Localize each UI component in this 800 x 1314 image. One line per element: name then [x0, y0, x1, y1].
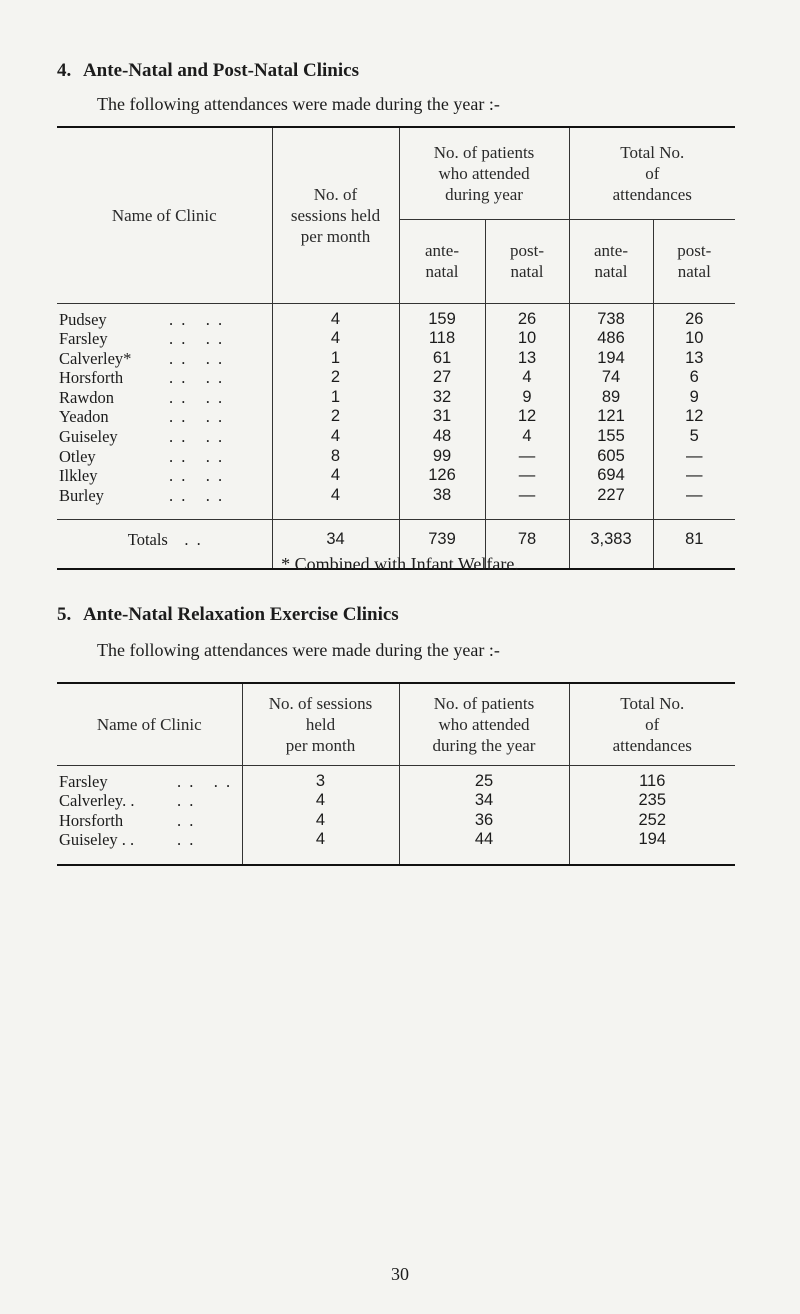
relaxation-clinic-table — [57, 682, 735, 866]
section-4-heading — [57, 60, 359, 82]
patients-cell: 36 — [399, 811, 569, 831]
header-row-top — [57, 127, 735, 219]
header-line: Total No. — [620, 693, 685, 713]
header-line: who attended — [438, 163, 530, 183]
header-total — [569, 127, 735, 219]
sessions-cell: 4 — [242, 811, 399, 831]
total-post-cell: 10 — [653, 329, 735, 349]
patients-ante-cell: 38 — [399, 486, 485, 520]
patients-post-cell: 12 — [485, 407, 569, 427]
table-row — [57, 466, 735, 486]
sessions-cell: 4 — [272, 303, 399, 329]
table-row — [57, 368, 735, 388]
sessions-cell: 2 — [272, 368, 399, 388]
header-line: per month — [300, 226, 371, 246]
section-number: 4. — [57, 60, 72, 81]
sessions-cell: 4 — [272, 486, 399, 520]
total-ante-cell: 738 — [569, 303, 653, 329]
patients-ante-cell: 126 — [399, 466, 485, 486]
patients-ante-cell: 27 — [399, 368, 485, 388]
clinic-name: Yeadon — [59, 407, 109, 427]
leader-dots: . . — [177, 810, 196, 830]
patients-post-cell: 9 — [485, 388, 569, 408]
totals-total-post: 81 — [653, 520, 735, 569]
header-row — [57, 683, 735, 765]
header-line: ante- — [425, 241, 459, 260]
table-row — [57, 765, 735, 791]
patients-post-cell: — — [485, 447, 569, 467]
header-line: natal — [677, 262, 711, 281]
section-5-intro: The following attendances were made during the year :- — [97, 640, 500, 660]
total-post-cell: — — [653, 486, 735, 520]
patients-ante-cell: 32 — [399, 388, 485, 408]
table-row — [57, 486, 735, 520]
sessions-cell: 4 — [272, 329, 399, 349]
patients-post-cell: 13 — [485, 349, 569, 369]
header-total — [569, 683, 735, 765]
leader-dots: . . . . — [169, 407, 225, 427]
clinic-name: Calverley. . — [59, 791, 135, 811]
header-patients-post — [485, 219, 569, 303]
clinic-name: Guiseley — [59, 427, 118, 447]
header-line: Total No. — [620, 142, 685, 162]
leader-dots: . . . . — [177, 771, 233, 791]
total-cell: 194 — [569, 830, 735, 865]
total-post-cell: — — [653, 466, 735, 486]
table-row — [57, 349, 735, 369]
totals-text: Totals — [127, 530, 168, 550]
clinic-name: Farsley — [59, 771, 108, 791]
header-line: attendances — [612, 184, 692, 204]
section-number: 5. — [57, 604, 72, 625]
sessions-cell: 1 — [272, 349, 399, 369]
table-row — [57, 447, 735, 467]
section-title: Ante-Natal Relaxation Exercise Clinics — [82, 604, 399, 625]
total-ante-cell: 486 — [569, 329, 653, 349]
clinic-name-cell — [57, 466, 272, 486]
patients-ante-cell: 31 — [399, 407, 485, 427]
leader-dots: . . . . — [169, 466, 225, 486]
total-cell: 116 — [569, 765, 735, 791]
header-line: natal — [594, 262, 628, 281]
clinic-name-cell — [57, 329, 272, 349]
table-row — [57, 388, 735, 408]
header-line: post- — [677, 241, 712, 260]
header-patients — [399, 683, 569, 765]
header-label: Name of Clinic — [96, 714, 202, 734]
header-name-of-clinic — [57, 683, 242, 765]
total-post-cell: 13 — [653, 349, 735, 369]
clinic-name: Pudsey — [59, 309, 107, 329]
table-row — [57, 830, 735, 865]
clinic-name-cell — [57, 486, 272, 520]
header-line: per month — [285, 735, 356, 755]
header-line: No. of — [313, 184, 358, 204]
clinic-name-cell — [57, 303, 272, 329]
leader-dots: . . . . — [169, 309, 225, 329]
section-5-heading — [57, 604, 399, 626]
clinic-name: Burley — [59, 485, 104, 505]
header-line: No. of patients — [433, 142, 535, 162]
patients-ante-cell: 48 — [399, 427, 485, 447]
header-line: of — [645, 714, 660, 734]
patients-post-cell: — — [485, 466, 569, 486]
patients-ante-cell: 159 — [399, 303, 485, 329]
clinic-name: Calverley* — [59, 348, 132, 368]
patients-post-cell: 26 — [485, 303, 569, 329]
total-post-cell: 5 — [653, 427, 735, 447]
table-body — [57, 303, 735, 520]
patients-cell: 44 — [399, 830, 569, 865]
header-line: No. of sessions — [268, 693, 373, 713]
clinic-name-cell — [57, 765, 242, 791]
total-ante-cell: 89 — [569, 388, 653, 408]
leader-dots: . . . . — [169, 427, 225, 447]
header-label: Name of Clinic — [111, 205, 217, 225]
patients-post-cell: 4 — [485, 427, 569, 447]
clinic-name-cell — [57, 388, 272, 408]
clinic-name: Ilkley — [59, 466, 98, 486]
patients-cell: 34 — [399, 791, 569, 811]
leader-dots: . . — [177, 830, 196, 850]
sessions-cell: 4 — [242, 791, 399, 811]
totals-sessions: 34 — [272, 520, 399, 569]
clinic-name: Horsforth — [59, 368, 124, 388]
clinic-name: Guiseley . . — [59, 830, 135, 850]
total-post-cell: 6 — [653, 368, 735, 388]
sessions-cell: 1 — [272, 388, 399, 408]
totals-patients-ante: 739 — [399, 520, 485, 569]
clinic-name-cell — [57, 368, 272, 388]
leader-dots: . . . . — [169, 348, 225, 368]
header-line: of — [645, 163, 660, 183]
header-line: during the year — [432, 735, 536, 755]
clinic-name: Otley — [59, 446, 96, 466]
leader-dots: . . . . — [169, 329, 225, 349]
clinic-name: Farsley — [59, 329, 108, 349]
clinic-name-cell — [57, 349, 272, 369]
patients-post-cell: 4 — [485, 368, 569, 388]
sessions-cell: 8 — [272, 447, 399, 467]
sessions-cell: 3 — [242, 765, 399, 791]
footnote: * Combined with Infant Welfare. — [281, 554, 519, 574]
total-post-cell: 26 — [653, 303, 735, 329]
patients-ante-cell: 99 — [399, 447, 485, 467]
clinic-name: Rawdon — [59, 387, 114, 407]
section-title: Ante-Natal and Post-Natal Clinics — [82, 60, 359, 81]
total-cell: 252 — [569, 811, 735, 831]
header-line: ante- — [594, 241, 628, 260]
header-line: sessions held — [290, 205, 381, 225]
total-ante-cell: 694 — [569, 466, 653, 486]
clinic-name-cell — [57, 791, 242, 811]
header-line: held — [305, 714, 336, 734]
header-patients — [399, 127, 569, 219]
leader-dots: . . . . — [169, 368, 225, 388]
header-total-post — [653, 219, 735, 303]
table-body — [57, 765, 735, 865]
totals-total-ante: 3,383 — [569, 520, 653, 569]
clinic-name-cell — [57, 447, 272, 467]
header-line: natal — [425, 262, 459, 281]
leader-dots: . . . . — [169, 387, 225, 407]
leader-dots: . . . . — [169, 485, 225, 505]
clinic-name-cell — [57, 830, 242, 865]
header-line: No. of patients — [433, 693, 535, 713]
table-row — [57, 427, 735, 447]
patients-post-cell: 10 — [485, 329, 569, 349]
sessions-cell: 4 — [242, 830, 399, 865]
patients-post-cell: — — [485, 486, 569, 520]
header-line: post- — [510, 241, 544, 260]
table-row — [57, 329, 735, 349]
total-post-cell: — — [653, 447, 735, 467]
header-total-ante — [569, 219, 653, 303]
total-ante-cell: 74 — [569, 368, 653, 388]
table-row — [57, 791, 735, 811]
total-ante-cell: 227 — [569, 486, 653, 520]
header-line: during year — [445, 184, 523, 204]
total-ante-cell: 605 — [569, 447, 653, 467]
clinic-attendance-table — [57, 126, 735, 570]
total-ante-cell: 121 — [569, 407, 653, 427]
sessions-cell: 2 — [272, 407, 399, 427]
total-ante-cell: 155 — [569, 427, 653, 447]
total-cell: 235 — [569, 791, 735, 811]
sessions-cell: 4 — [272, 466, 399, 486]
section-4-intro: The following attendances were made during the year :- — [97, 94, 500, 114]
sessions-cell: 4 — [272, 427, 399, 447]
clinic-name-cell — [57, 427, 272, 447]
clinic-name-cell — [57, 811, 242, 831]
total-post-cell: 12 — [653, 407, 735, 427]
leader-dots: . . — [184, 530, 203, 550]
clinic-name-cell — [57, 407, 272, 427]
header-line: natal — [510, 262, 544, 281]
header-line: attendances — [612, 735, 692, 755]
clinic-name: Horsforth — [59, 810, 124, 830]
table-row — [57, 811, 735, 831]
header-line: who attended — [438, 714, 530, 734]
totals-patients-post: 78 — [485, 520, 569, 569]
leader-dots: . . — [177, 791, 196, 811]
patients-ante-cell: 118 — [399, 329, 485, 349]
header-sessions — [242, 683, 399, 765]
patients-ante-cell: 61 — [399, 349, 485, 369]
total-ante-cell: 194 — [569, 349, 653, 369]
page-number: 30 — [391, 1264, 409, 1284]
table-row — [57, 303, 735, 329]
patients-cell: 25 — [399, 765, 569, 791]
leader-dots: . . . . — [169, 446, 225, 466]
header-name-of-clinic — [57, 127, 272, 303]
table-row — [57, 407, 735, 427]
header-sessions — [272, 127, 399, 303]
header-patients-ante — [399, 219, 485, 303]
total-post-cell: 9 — [653, 388, 735, 408]
